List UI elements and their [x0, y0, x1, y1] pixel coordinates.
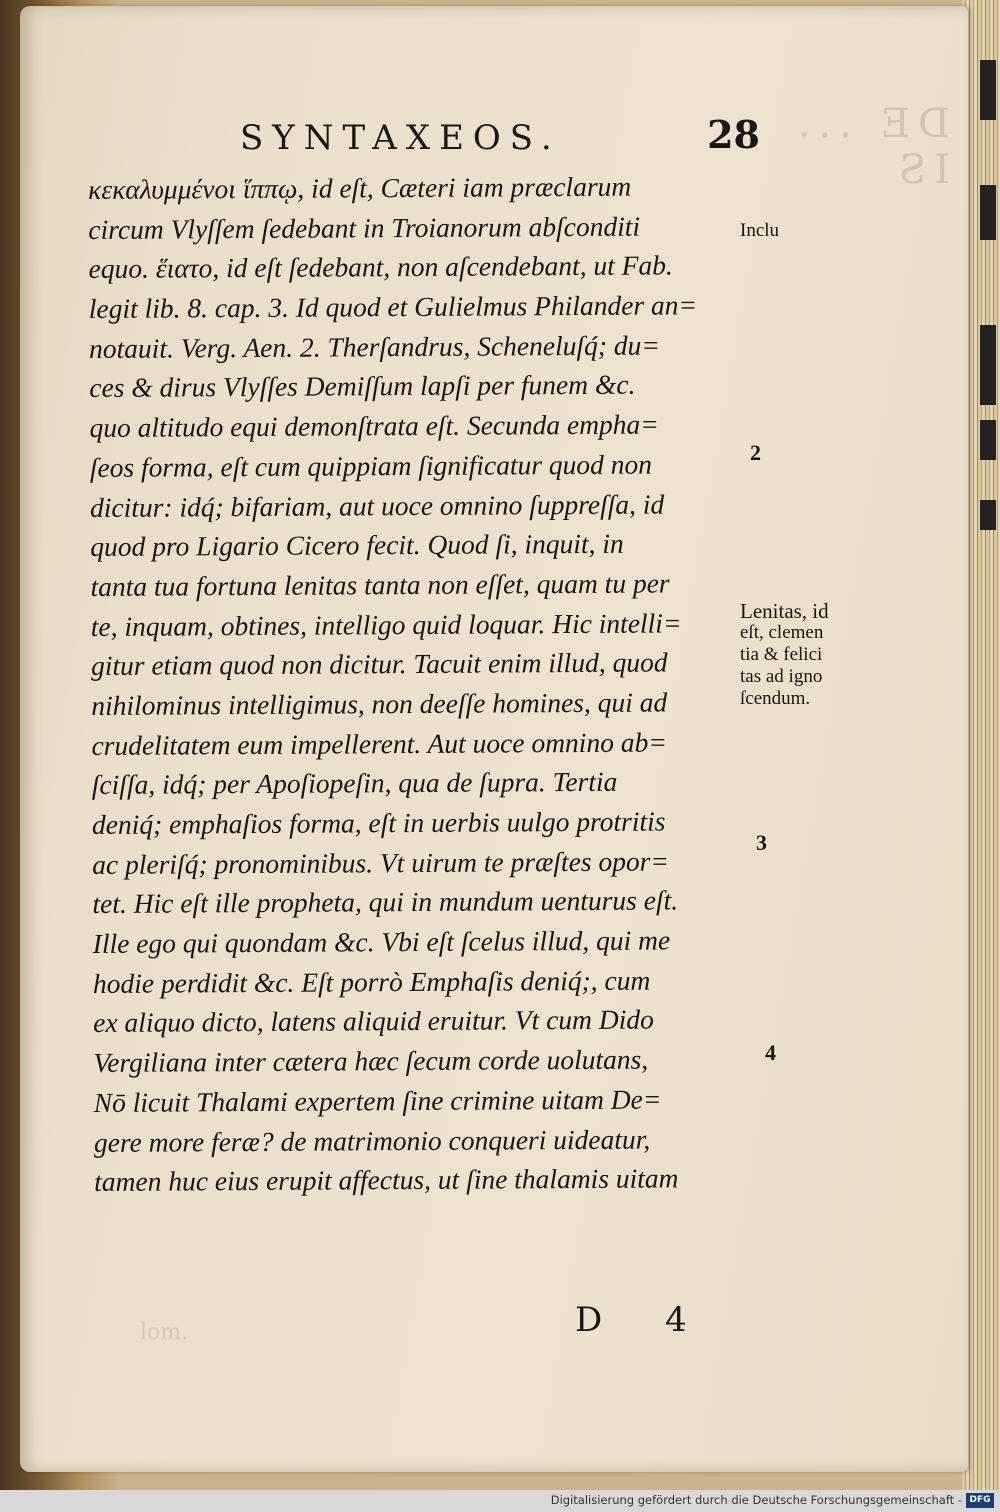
text-line: ac pleriſq́; pronominibus. Vt uirum te præſtes opor=	[92, 845, 670, 880]
text-line: ſciſſa, idq́; per Apoſiopeſin, qua de ſupra. Tertia	[91, 766, 618, 801]
text-line: dicitur: idq́; bifariam, aut uoce omnino ſuppreſſa, id	[89, 487, 665, 523]
text-line: Nō licuit Thalami expertem ſine crimine uitam De=	[93, 1083, 662, 1118]
edge-mark	[980, 60, 996, 120]
digitization-footer	[0, 1490, 1000, 1512]
margin-note-line: Lenitas, id	[740, 599, 829, 623]
text-line: κεκαλυμμένοι ἵππῳ, id eſt, Cæteri iam præclarum	[88, 170, 632, 205]
text-line: te, inquam, obtines, intelligo quid loquar. Hic intelli=	[90, 606, 682, 642]
text-line: legit lib. 8. cap. 3. Id quod et Gulielmus Philander an=	[88, 289, 698, 325]
text-line: deniq́; emphaſios forma, eſt in uerbis uulgo protritis	[91, 805, 666, 840]
body-text	[88, 166, 754, 1202]
text-line: equo. ἕιατο, id eſt ſedebant, non aſcendebant, ut Fab.	[88, 249, 673, 285]
edge-mark	[980, 325, 996, 405]
text-line: gitur etiam quod non dicitur. Tacuit enim illud, quod	[90, 646, 668, 682]
margin-note-inclusi: Inclu	[740, 220, 780, 241]
margin-number: 2	[750, 440, 761, 465]
text-line: crudelitatem eum impellerent. Aut uoce omnino ab=	[91, 726, 667, 761]
margin-note-line: tas ad igno	[740, 666, 823, 687]
text-line: quod pro Ligario Cicero fecit. Quod ſi, inquit, in	[90, 527, 624, 563]
text-line: nihilominus intelligimus, non deeſſe homines, qui ad	[91, 686, 668, 721]
margin-note-line: tia & felici	[740, 644, 823, 665]
text-line: hodie perdidit &c. Eſt porrò Emphaſis deniq́;, cum	[92, 964, 651, 999]
signature-mark: D 4	[575, 1300, 713, 1340]
text-line: tanta tua fortuna lenitas tanta non eſſet, quam tu per	[90, 567, 670, 602]
footer-credit: Digitalisierung gefördert durch die Deutsche Forschungsgemeinschaft -	[550, 1493, 962, 1507]
text-line: quo altitudo equi demonſtrata eſt. Secunda empha=	[89, 408, 659, 444]
margin-note-lenitas	[740, 600, 890, 710]
text-line: tamen huc eius erupit affectus, ut ſine thalamis uitam	[94, 1162, 679, 1198]
text-line: gere more feræ? de matrimonio conqueri uideatur,	[93, 1123, 651, 1158]
dfg-logo: DFG	[966, 1493, 994, 1508]
edge-mark	[980, 185, 996, 240]
text-line: notauit. Verg. Aen. 2. Therſandrus, Scheneluſq́; du=	[88, 329, 660, 364]
text-line: circum Vlyſſem ſedebant in Troianorum abſconditi	[88, 210, 641, 245]
text-line: ſeos forma, eſt cum quippiam ſignificatur quod non	[89, 448, 653, 483]
text-line: ex aliquo dicto, latens aliquid eruitur. Vt cum Dido	[93, 1003, 654, 1039]
page-number: 28	[707, 112, 760, 157]
running-head-title: SYNTAXEOS.	[240, 118, 561, 158]
text-line: tet. Hic eſt ille propheta, qui in mundum uenturus eſt.	[92, 884, 679, 920]
margin-note-line: eſt, clemen	[740, 622, 824, 643]
margin-number: 4	[765, 1040, 776, 1065]
text-line: Ille ego qui quondam &c. Vbi eſt ſcelus illud, qui me	[92, 924, 671, 960]
edge-mark	[980, 500, 996, 530]
margin-note-line: ſcendum.	[740, 688, 811, 709]
text-line: Vergiliana inter cætera hæc ſecum corde uolutans,	[93, 1043, 649, 1079]
edge-mark	[980, 420, 996, 460]
running-head	[230, 112, 770, 164]
text-line: ces & dirus Vlyſſes Demiſſum lapſi per funem &c.	[89, 369, 636, 404]
bleed-through-text: DE ... IS	[789, 101, 950, 193]
margin-number: 3	[756, 830, 767, 855]
bleed-through-text: lom.	[140, 1320, 189, 1345]
